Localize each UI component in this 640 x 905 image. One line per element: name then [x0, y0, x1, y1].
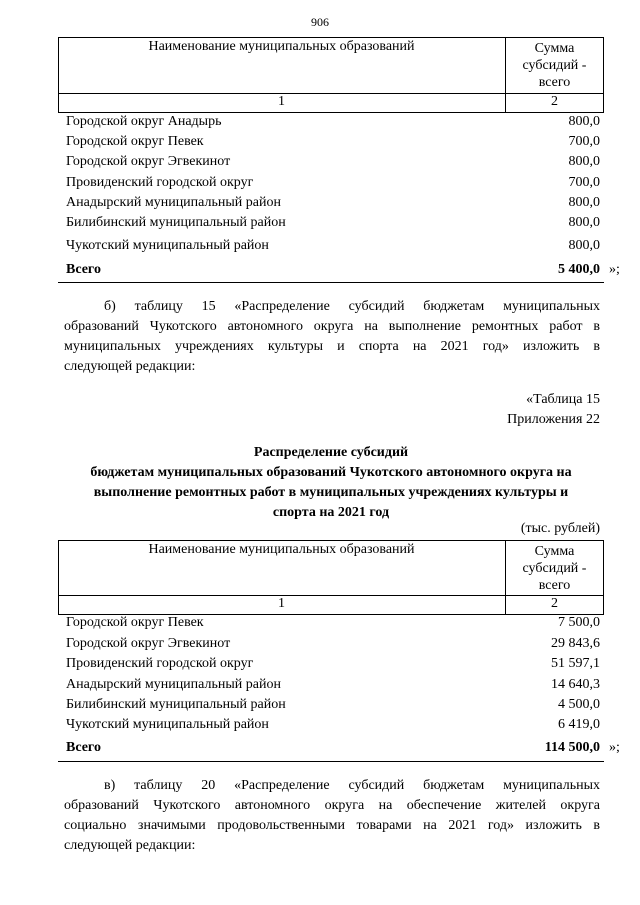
table-row [66, 215, 600, 235]
table-2-header-sum [505, 543, 604, 594]
paragraph-b [64, 297, 600, 377]
table-2-col-number-1: 1 [278, 596, 285, 611]
table-1-bottom-line [58, 282, 604, 283]
row-value: 14 640,3 [551, 677, 600, 692]
table-1-header-sum-line: всего [538, 75, 571, 90]
row-value: 800,0 [568, 238, 600, 253]
paragraph-line: образований Чукотского автономного округа на обеспечение жителей округа [64, 798, 600, 813]
table-1-header-sum-line: субсидий - [522, 58, 587, 73]
title-line: выполнение ремонтных работ в муниципальных учреждениях культуры и [93, 485, 569, 500]
table-total-row [66, 740, 600, 760]
table-2-bottom-line [58, 761, 604, 762]
paragraph-v [64, 776, 600, 856]
title-line: бюджетам муниципальных образований Чукотского автономного округа на [90, 465, 572, 480]
table-2-closing-quote: »; [609, 740, 620, 755]
units-label: (тыс. рублей) [520, 521, 600, 536]
row-name: Городской округ Певек [66, 615, 204, 630]
table-total-row [66, 262, 600, 282]
table-row [66, 656, 600, 676]
table-row [66, 154, 600, 174]
row-name: Билибинский муниципальный район [66, 697, 286, 712]
paragraph-line: следующей редакции: [64, 359, 196, 374]
table-1-header-sum-line: Сумма [534, 41, 575, 56]
paragraph-line: в) таблицу 20 «Распределение субсидий бюджетам муниципальных [104, 778, 600, 793]
paragraph-line: социально значимыми продовольственными товарами на 2021 год» изложить в [64, 818, 600, 833]
row-value: 4 500,0 [558, 697, 600, 712]
table-2-col-number-2: 2 [551, 596, 558, 611]
row-name: Городской округ Певек [66, 134, 204, 149]
table-row [66, 238, 600, 258]
table-title [56, 443, 606, 523]
table-1-closing-quote: »; [609, 262, 620, 277]
table-2-header-name: Наименование муниципальных образований [148, 542, 415, 557]
table-2-header-sum-line: всего [538, 578, 571, 593]
table-reference-line: «Таблица 15 [526, 392, 600, 407]
table-1-col-number-2: 2 [551, 94, 558, 109]
table-row [66, 195, 600, 215]
table-row [66, 717, 600, 737]
row-name: Анадырский муниципальный район [66, 195, 281, 210]
table-2-header-sum-line: Сумма [534, 544, 575, 559]
row-value: 800,0 [568, 114, 600, 129]
row-value: 6 419,0 [558, 717, 600, 732]
row-value: 51 597,1 [551, 656, 600, 671]
table-row [66, 615, 600, 635]
table-1-header-name: Наименование муниципальных образований [148, 39, 415, 54]
table-row [66, 175, 600, 195]
paragraph-line: б) таблицу 15 «Распределение субсидий бюджетам муниципальных [104, 299, 600, 314]
table-row [66, 636, 600, 656]
row-name: Чукотский муниципальный район [66, 238, 269, 253]
table-1-col-number-1: 1 [278, 94, 285, 109]
paragraph-line: муниципальных учреждениях культуры и спорта на 2021 год» изложить в [64, 339, 600, 354]
table-row [66, 677, 600, 697]
paragraph-line: образований Чукотского автономного округа на выполнение ремонтных работ в [64, 319, 600, 334]
row-name: Городской округ Эгвекинот [66, 154, 231, 169]
row-value: 700,0 [568, 175, 600, 190]
row-value: 800,0 [568, 195, 600, 210]
row-name: Городской округ Анадырь [66, 114, 222, 129]
table-1-header-sum [505, 40, 604, 91]
row-name: Городской округ Эгвекинот [66, 636, 231, 651]
page-number: 906 [311, 15, 329, 29]
paragraph-line: следующей редакции: [64, 838, 196, 853]
row-name: Провиденский городской округ [66, 656, 254, 671]
row-name: Анадырский муниципальный район [66, 677, 281, 692]
title-line: Распределение субсидий [253, 445, 409, 460]
row-name: Провиденский городской округ [66, 175, 254, 190]
table-row [66, 114, 600, 134]
row-value: 800,0 [568, 215, 600, 230]
total-label: Всего [66, 740, 101, 755]
row-name: Чукотский муниципальный район [66, 717, 269, 732]
table-row [66, 134, 600, 154]
row-value: 800,0 [568, 154, 600, 169]
row-value: 29 843,6 [551, 636, 600, 651]
table-row [66, 697, 600, 717]
title-line: спорта на 2021 год [272, 505, 390, 520]
table-reference [507, 390, 600, 430]
row-value: 7 500,0 [558, 615, 600, 630]
table-2-header-sum-line: субсидий - [522, 561, 587, 576]
row-value: 700,0 [568, 134, 600, 149]
row-name: Билибинский муниципальный район [66, 215, 286, 230]
total-value: 5 400,0 [558, 262, 600, 277]
total-label: Всего [66, 262, 101, 277]
table-reference-line: Приложения 22 [507, 412, 600, 427]
total-value: 114 500,0 [544, 740, 600, 755]
